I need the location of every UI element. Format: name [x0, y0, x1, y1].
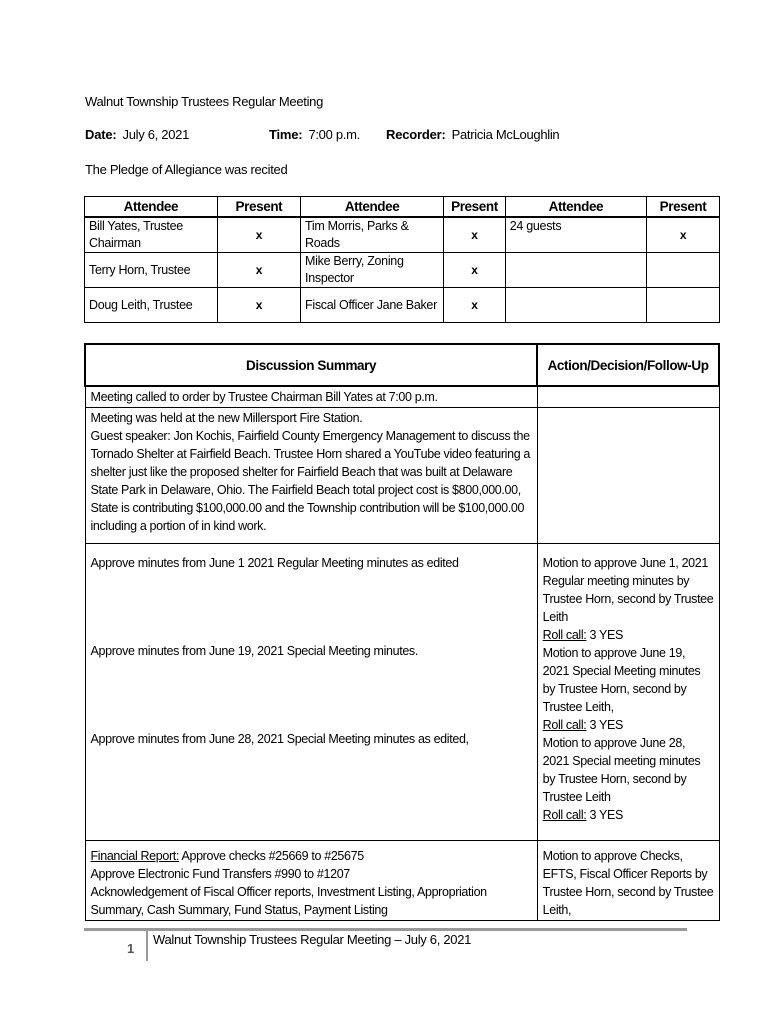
page-number: 1: [127, 941, 135, 956]
attendee-name: [505, 288, 646, 323]
fiscal-reports: Acknowledgement of Fiscal Officer reports, Investment Listing, Appropriation Summary, Cash Summary, Fund Status, Payment Listing: [90, 885, 487, 917]
recorder-label: Recorder:: [386, 127, 446, 142]
discussion-header-row: [85, 344, 719, 386]
discussion-row: [85, 544, 719, 841]
col-present-3: Present: [647, 197, 720, 218]
col-present-1: Present: [217, 197, 300, 218]
attendee-name: Tim Morris, Parks & Roads: [301, 217, 444, 253]
attendee-name: Mike Berry, Zoning Inspector: [301, 253, 444, 288]
attendance-row: [85, 253, 720, 288]
present-mark: x: [647, 217, 720, 253]
action-cell: [537, 841, 719, 921]
discussion-row: [85, 408, 719, 544]
minutes-june-1: Approve minutes from June 1 2021 Regular Meeting minutes as edited: [90, 556, 459, 570]
action-header: Action/Decision/Follow-Up: [537, 344, 719, 386]
summary-cell: [85, 841, 537, 921]
time-label: Time:: [269, 127, 303, 142]
financial-report-label: Financial Report:: [90, 849, 180, 863]
roll-call-value: 3 YES: [586, 628, 624, 642]
date-label: Date:: [85, 127, 117, 142]
attendance-row: [85, 217, 720, 253]
attendance-table: [84, 196, 720, 323]
roll-call: [543, 626, 714, 644]
document-title: Walnut Township Trustees Regular Meeting: [85, 94, 324, 109]
discussion-table: [84, 343, 720, 921]
motion-june-1: Motion to approve June 1, 2021 Regular meeting minutes by Trustee Horn, second by Trustee Leith: [542, 556, 714, 624]
discussion-row: [85, 841, 719, 921]
recorder-value: Patricia McLoughlin: [451, 127, 560, 142]
attendee-name: Fiscal Officer Jane Baker: [301, 288, 444, 323]
attendee-name: Terry Horn, Trustee: [85, 253, 218, 288]
footer-title: Walnut Township Trustees Regular Meeting – July 6, 2021: [153, 932, 472, 947]
col-present-2: Present: [444, 197, 506, 218]
summary-cell: [85, 544, 537, 841]
roll-call-value: 3 YES: [586, 808, 624, 822]
roll-call-value: 3 YES: [586, 718, 624, 732]
eft-approval: Approve Electronic Fund Transfers #990 to #1207: [90, 867, 350, 881]
footer-separator: [146, 931, 148, 961]
present-mark: x: [444, 253, 506, 288]
col-attendee-1: Attendee: [85, 197, 218, 218]
discussion-row: [85, 386, 719, 408]
present-mark: [647, 288, 720, 323]
minutes-june-28: Approve minutes from June 28, 2021 Special Meeting minutes as edited,: [90, 732, 469, 746]
guest-speaker-text: Guest speaker: Jon Kochis, Fairfield County Emergency Management to discuss the Tornado Shelter at Fairfield Beach. Trustee Horn shared a YouTube video featuring a shelter just like the proposed shelter for Fairfield Beach that was built at Delaware State Park in Delaware, Ohio. The Fairfield Beach total project cost is $800,000.00, State is contributing $100,000.00 and the Township contribution will be $100,000.00 including a portion of in kind work.: [90, 429, 531, 533]
footer-divider: [84, 928, 687, 931]
attendee-name: Bill Yates, Trustee Chairman: [85, 217, 218, 253]
present-mark: x: [217, 288, 300, 323]
attendee-name: [505, 253, 646, 288]
motion-financial: Motion to approve Checks, EFTS, Fiscal Officer Reports by Trustee Horn, second by Trustee Leith,: [542, 849, 714, 917]
checks-text: Approve checks #25669 to #25675: [179, 849, 364, 863]
attendee-name: Doug Leith, Trustee: [85, 288, 218, 323]
attendance-row: [85, 288, 720, 323]
attendee-name: 24 guests: [505, 217, 646, 253]
attendance-header-row: [85, 197, 720, 218]
minutes-june-19: Approve minutes from June 19, 2021 Special Meeting minutes.: [90, 644, 418, 658]
col-attendee-2: Attendee: [301, 197, 444, 218]
discussion-summary-header: Discussion Summary: [85, 344, 537, 386]
financial-report-checks: [91, 847, 532, 865]
date-value: July 6, 2021: [122, 127, 190, 142]
present-mark: x: [444, 288, 506, 323]
action-cell: [537, 386, 719, 408]
roll-call: [543, 716, 714, 734]
meeting-location: Meeting was held at the new Millersport Fire Station.: [90, 411, 363, 425]
roll-call-label: Roll call:: [542, 808, 587, 822]
present-mark: x: [217, 217, 300, 253]
action-cell: [537, 408, 719, 544]
summary-cell: [85, 408, 537, 544]
meeting-recorder: [386, 127, 559, 142]
meeting-date: [85, 127, 189, 142]
time-value: 7:00 p.m.: [308, 127, 360, 142]
present-mark: x: [444, 217, 506, 253]
present-mark: x: [217, 253, 300, 288]
pledge-statement: The Pledge of Allegiance was recited: [85, 162, 288, 177]
meeting-time: [269, 127, 360, 142]
roll-call-label: Roll call:: [542, 628, 587, 642]
roll-call-label: Roll call:: [542, 718, 587, 732]
summary-cell: Meeting called to order by Trustee Chairman Bill Yates at 7:00 p.m.: [85, 386, 537, 408]
motion-june-28: Motion to approve June 28, 2021 Special meeting minutes by Trustee Horn, second by Trustee Leith: [542, 736, 701, 804]
motion-june-19: Motion to approve June 19, 2021 Special Meeting minutes by Trustee Horn, second by Trustee Leith,: [542, 646, 701, 714]
action-cell: [537, 544, 719, 841]
present-mark: [647, 253, 720, 288]
col-attendee-3: Attendee: [505, 197, 646, 218]
roll-call: [543, 806, 714, 824]
